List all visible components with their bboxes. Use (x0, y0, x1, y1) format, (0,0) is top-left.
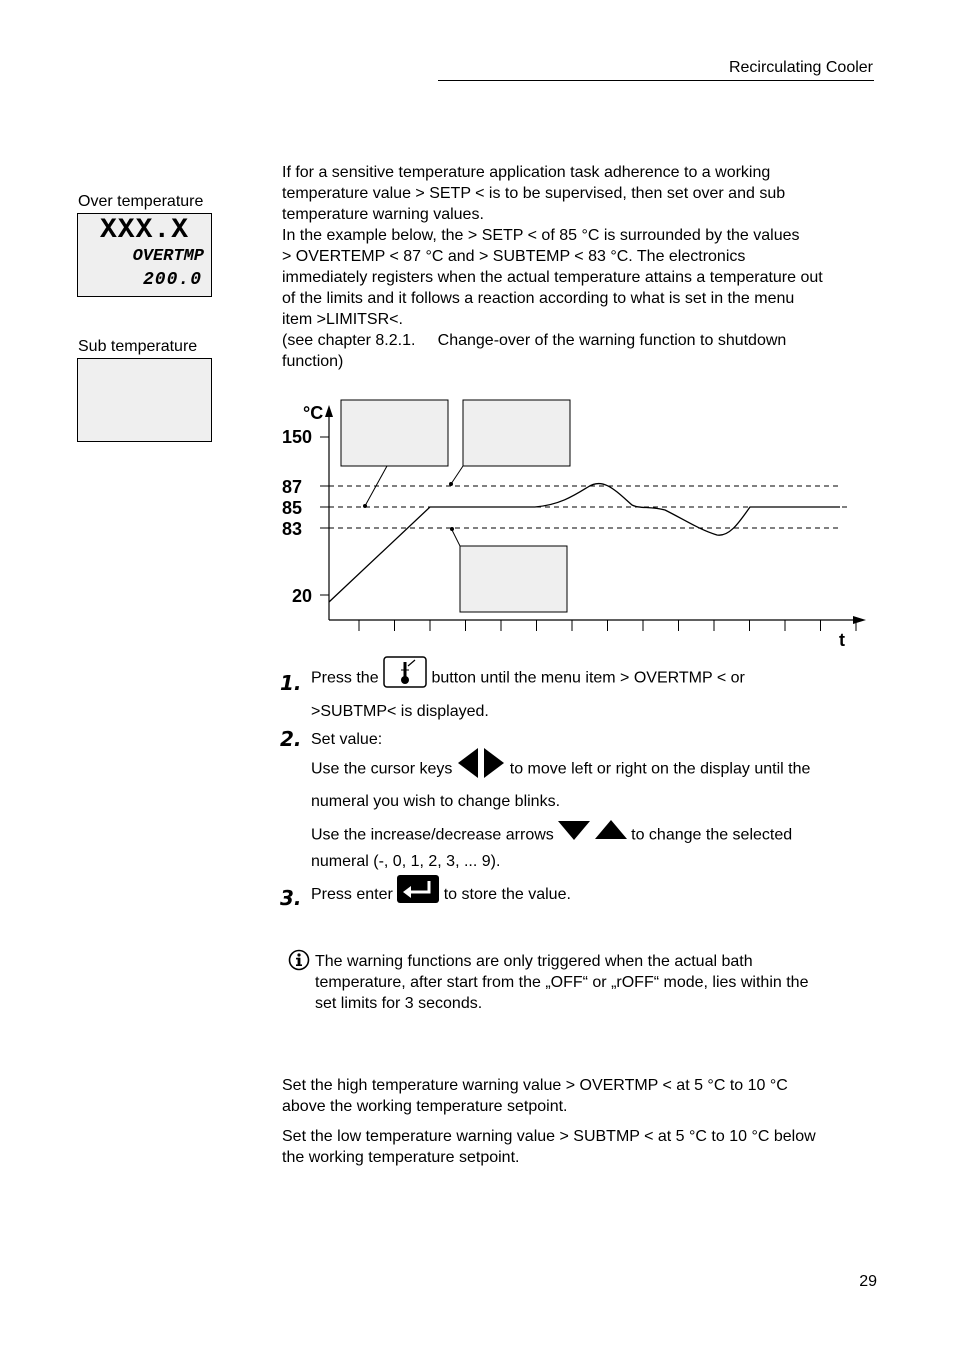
step-text-part: numeral (-, 0, 1, 2, 3, ... 9). (311, 853, 501, 870)
step-number: 2. (280, 727, 302, 751)
sub-temperature-display (77, 358, 212, 442)
y-tick-label: 150 (282, 427, 313, 447)
y-tick-label: 83 (282, 519, 303, 539)
step-3-text (311, 875, 876, 915)
step-2-cursor-instructions (311, 748, 876, 812)
callout-box-subtemp (460, 546, 567, 612)
temperature-curve (329, 483, 840, 602)
step-text-part: Use the increase/decrease arrows (311, 826, 554, 844)
sub-temperature-label: Sub temperature (78, 338, 198, 355)
step-text-part: to move left or right on the display until the (509, 760, 811, 778)
intro-line: If for a sensitive temperature application task adherence to a working (282, 164, 771, 181)
advice-high-temp (282, 1075, 882, 1117)
over-temperature-display (77, 213, 212, 297)
advice-line: Set the low temperature warning value > SUBTMP < at 5 °C to 10 °C below (282, 1128, 816, 1145)
left-arrow-key-icon[interactable] (457, 748, 479, 791)
info-icon (288, 949, 310, 976)
advice-low-temp (282, 1126, 882, 1168)
over-temperature-label: Over temperature (78, 193, 204, 210)
right-arrow-key-icon[interactable] (483, 748, 505, 791)
note-line: The warning functions are only triggered when the actual bath (315, 953, 753, 970)
y-tick-label: 20 (292, 586, 313, 606)
step-2-text (311, 729, 876, 750)
step-text-part: button until the menu item > OVERTMP < or (431, 669, 745, 687)
step-text-part: to store the value. (443, 886, 571, 904)
step-text-part: to change the selected (631, 826, 793, 844)
intro-line: temperature value > SETP < is to be supervised, then set over and sub (282, 185, 786, 202)
intro-line: (see chapter 8.2.1. Change-over of the warning function to shutdown (282, 332, 787, 349)
up-arrow-key-icon[interactable] (595, 820, 627, 851)
intro-line: > OVERTEMP < 87 °C and > SUBTEMP < 83 °C. The electronics (282, 248, 746, 265)
step-2-arrow-instructions (311, 820, 876, 872)
enter-key-icon[interactable] (397, 875, 439, 915)
intro-line: In the example below, the > SETP < of 85 °C is surrounded by the values (282, 227, 800, 244)
info-note (315, 951, 880, 1014)
intro-line: of the limits and it follows a reaction according to what is set in the menu (282, 290, 795, 307)
display-line-1: XXX.X (99, 215, 189, 246)
callout-dot (363, 504, 367, 508)
step-number: 1. (280, 671, 302, 695)
step-text-part: Press the (311, 669, 379, 687)
page-number: 29 (859, 1273, 877, 1290)
callout-box-overtemp (463, 400, 570, 466)
x-axis-label: t (839, 630, 845, 650)
advice-line: above the working temperature setpoint. (282, 1098, 568, 1115)
callout-dot (450, 527, 454, 531)
display-line-3: 200.0 (142, 270, 202, 290)
intro-line: temperature warning values. (282, 206, 484, 223)
y-axis-arrow (325, 405, 333, 417)
display-line-2: OVERTMP (132, 247, 204, 266)
x-axis-arrow (853, 616, 866, 624)
step-text-part: Set value: (311, 731, 383, 748)
intro-line: immediately registers when the actual temperature attains a temperature out (282, 269, 823, 286)
running-header: Recirculating Cooler (728, 59, 873, 76)
note-line: temperature, after start from the „OFF“ or „rOFF“ mode, lies within the (315, 974, 809, 991)
x-ticks (359, 620, 856, 631)
step-1-text (311, 656, 876, 722)
step-number: 3. (280, 886, 302, 910)
callout-dot (449, 482, 453, 486)
step-text-part: numeral you wish to change blinks. (311, 793, 561, 810)
callout-box-setpoint (341, 400, 448, 466)
step-text-part: Press enter (311, 886, 393, 904)
y-axis-label: °C (303, 403, 324, 423)
y-tick-label: 87 (282, 477, 303, 497)
intro-line: item >LIMITSR<. (282, 311, 403, 328)
intro-paragraph (282, 162, 882, 372)
advice-line: the working temperature setpoint. (282, 1149, 520, 1166)
note-line: set limits for 3 seconds. (315, 995, 483, 1012)
advice-line: Set the high temperature warning value > OVERTMP < at 5 °C to 10 °C (282, 1077, 788, 1094)
intro-line: function) (282, 353, 344, 370)
y-tick-label: 85 (282, 498, 303, 518)
temperature-chart (270, 395, 880, 655)
step-text-part: >SUBTMP< is displayed. (311, 703, 489, 720)
header-rule (438, 80, 874, 81)
down-arrow-key-icon[interactable] (558, 820, 590, 851)
callout-leader (451, 466, 463, 484)
step-text-part: Use the cursor keys (311, 760, 453, 778)
callout-leader (452, 530, 460, 546)
thermometer-button-icon[interactable] (383, 656, 427, 701)
